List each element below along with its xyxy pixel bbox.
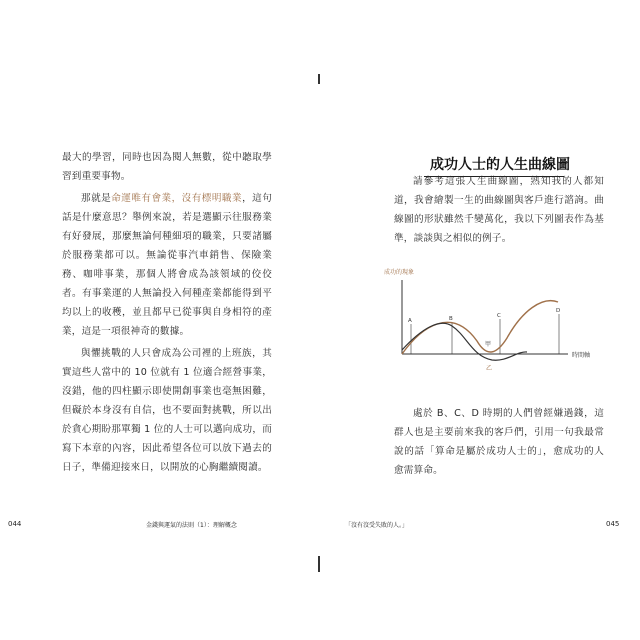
chart-ylabel: 成功的現象 xyxy=(384,269,415,276)
right-page xyxy=(394,148,604,251)
top-center-mark xyxy=(318,74,320,84)
right-lower-text xyxy=(394,404,604,483)
point-label-b: B xyxy=(449,316,453,322)
bottom-center-mark xyxy=(318,556,320,572)
left-page xyxy=(62,148,272,480)
left-folio: 044 xyxy=(8,520,22,528)
point-label-d: D xyxy=(556,308,561,314)
right-paragraph-1: 請參考這張人生曲線圖，熟知我的人都知道，我會繪製一生的曲線圖與客戶進行諮詢。曲線圖的形狀雖然千變萬化，我以下列圖表作為基準，談談與之相似的例子。 xyxy=(394,176,604,244)
series-yi-label: 乙 xyxy=(486,365,493,372)
left-paragraph-2 xyxy=(62,189,272,341)
right-running-title: 「沒有沒受失敗的人。」 xyxy=(345,522,409,529)
left-paragraph-1: 最大的學習，同時也因為閱人無數，從中聽取學習到重要事物。 xyxy=(62,152,272,182)
chart-xlabel: 時間軸 xyxy=(572,352,591,359)
right-folio: 045 xyxy=(606,520,620,528)
left-p2-body: ，這句話是什麼意思？舉例來說，若是選顯示往服務業有好發展，那麼無論何種細項的職業，只要諸屬於服務業都可以。無論從事汽車銷售、保險業務、咖啡事業，那個人將會成為該領域的佼佼者。有事業運的人無論投入何種產業都能得到平均以上的收穫，並且都早已從事與自身相符的產業，這是一項很神奇的數據。 xyxy=(62,193,272,337)
series-jia-label: 甲 xyxy=(485,341,492,348)
left-paragraph-3: 與懼挑戰的人只會成為公司裡的上班族，其實這些人當中的 10 位就有 1 位適合經營事業，沒錯，他的四柱顯示即使開創事業也毫無困難，但礙於本身沒有自信，也不要面對挑戰，所以出於貪心期盼那單獨 1 位的人士可以邁向成功，而寫下本章的內容，因此希望各位可以放下過去的日子，準備迎接來日，以開放的心胸繼續閱讀。 xyxy=(62,348,272,473)
left-p2-lead: 那就是 xyxy=(81,193,112,204)
chart-heading: 成功人士的人生曲線圖 xyxy=(430,157,570,173)
life-curve-chart xyxy=(382,266,612,376)
left-p2-highlight: 命運唯有會業，沒有標明職業 xyxy=(111,193,243,204)
point-label-a: A xyxy=(408,318,412,324)
right-paragraph-2: 處於 B、C、D 時期的人們曾經嫌過錢，這群人也是主要前來我的客戶們，引用一句我最常說的話「算命是屬於成功人士的」，愈成功的人愈需算命。 xyxy=(394,408,604,476)
point-label-c: C xyxy=(497,313,501,319)
left-running-title: 金錢與運氣的法則（1）：理解概念 xyxy=(146,522,237,529)
series-jia-curve xyxy=(402,301,561,354)
